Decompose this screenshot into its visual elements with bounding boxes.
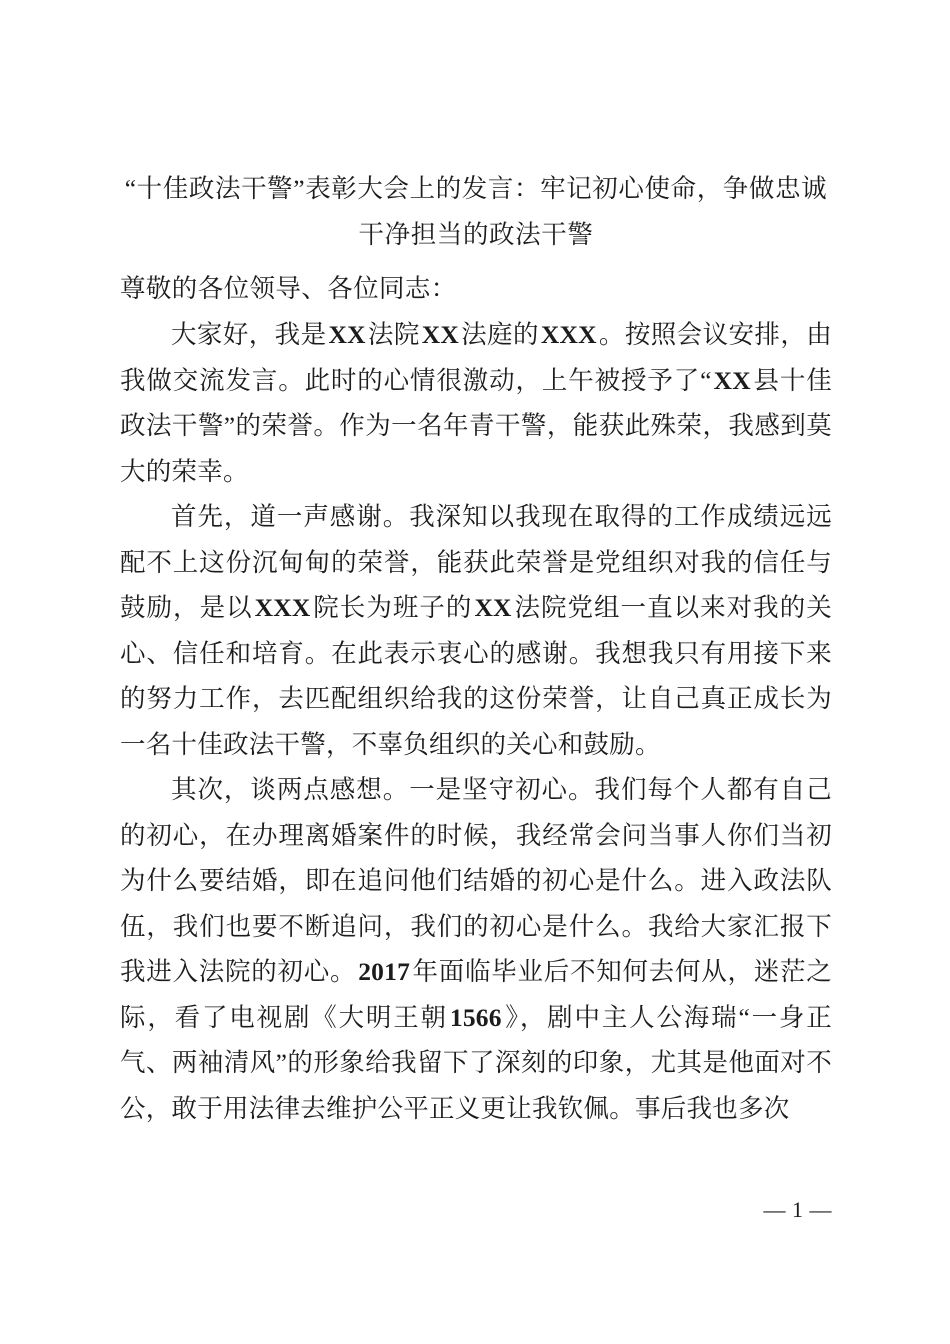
- page-number: — 1 —: [763, 1197, 832, 1222]
- page-title: “十佳政法干警”表彰大会上的发言：牢记初心使命，争做忠诚干净担当的政法干警: [124, 174, 828, 249]
- latin-run: 2017: [358, 957, 411, 986]
- latin-run: 1566: [449, 1002, 502, 1032]
- body-paragraph-2: 首先，道一声感谢。我深知以我现在取得的工作成绩远远配不上这份沉甸甸的荣誉，能获此荣誉是党组织对我的信任与鼓励，是以XXX院长为班子的XX法院党组一直以来对我的关心、信任和培育。在此表示衷心的感谢。我想我只有用接下来的努力工作，去匹配组织给我的这份荣誉，让自己真正成长为一名十佳政法干警，不辜负组织的关心和鼓励。: [120, 502, 832, 759]
- salutation-line: 尊敬的各位领导、各位同志：: [120, 274, 457, 303]
- latin-run: XX: [474, 593, 512, 622]
- latin-run: XXX: [540, 320, 597, 349]
- latin-run: XXX: [254, 593, 311, 622]
- latin-run: XX: [328, 320, 366, 349]
- latin-run: XX: [713, 365, 751, 395]
- latin-run: XX: [421, 320, 459, 349]
- body-paragraph-1: 大家好，我是XX法院XX法庭的XXX。按照会议安排，由我做交流发言。此时的心情很激动，上午被授予了“XX县十佳政法干警”的荣誉。作为一名年青干警，能获此殊荣，我感到莫大的荣幸。: [120, 320, 832, 486]
- document-content: [120, 166, 832, 1131]
- body-paragraph-3: 其次，谈两点感想。一是坚守初心。我们每个人都有自己的初心，在办理离婚案件的时候，我经常会问当事人你们当初为什么要结婚，即在追问他们结婚的初心是什么。进入政法队伍，我们也要不断追问，我们的初心是什么。我给大家汇报下我进入法院的初心。2017年面临毕业后不知何去何从，迷茫之际，看了电视剧《大明王朝1566》，剧中主人公海瑞“一身正气、两袖清风”的形象给我留下了深刻的印象，尤其是他面对不公，敢于用法律去维护公平正义更让我钦佩。事后我也多次: [120, 775, 832, 1123]
